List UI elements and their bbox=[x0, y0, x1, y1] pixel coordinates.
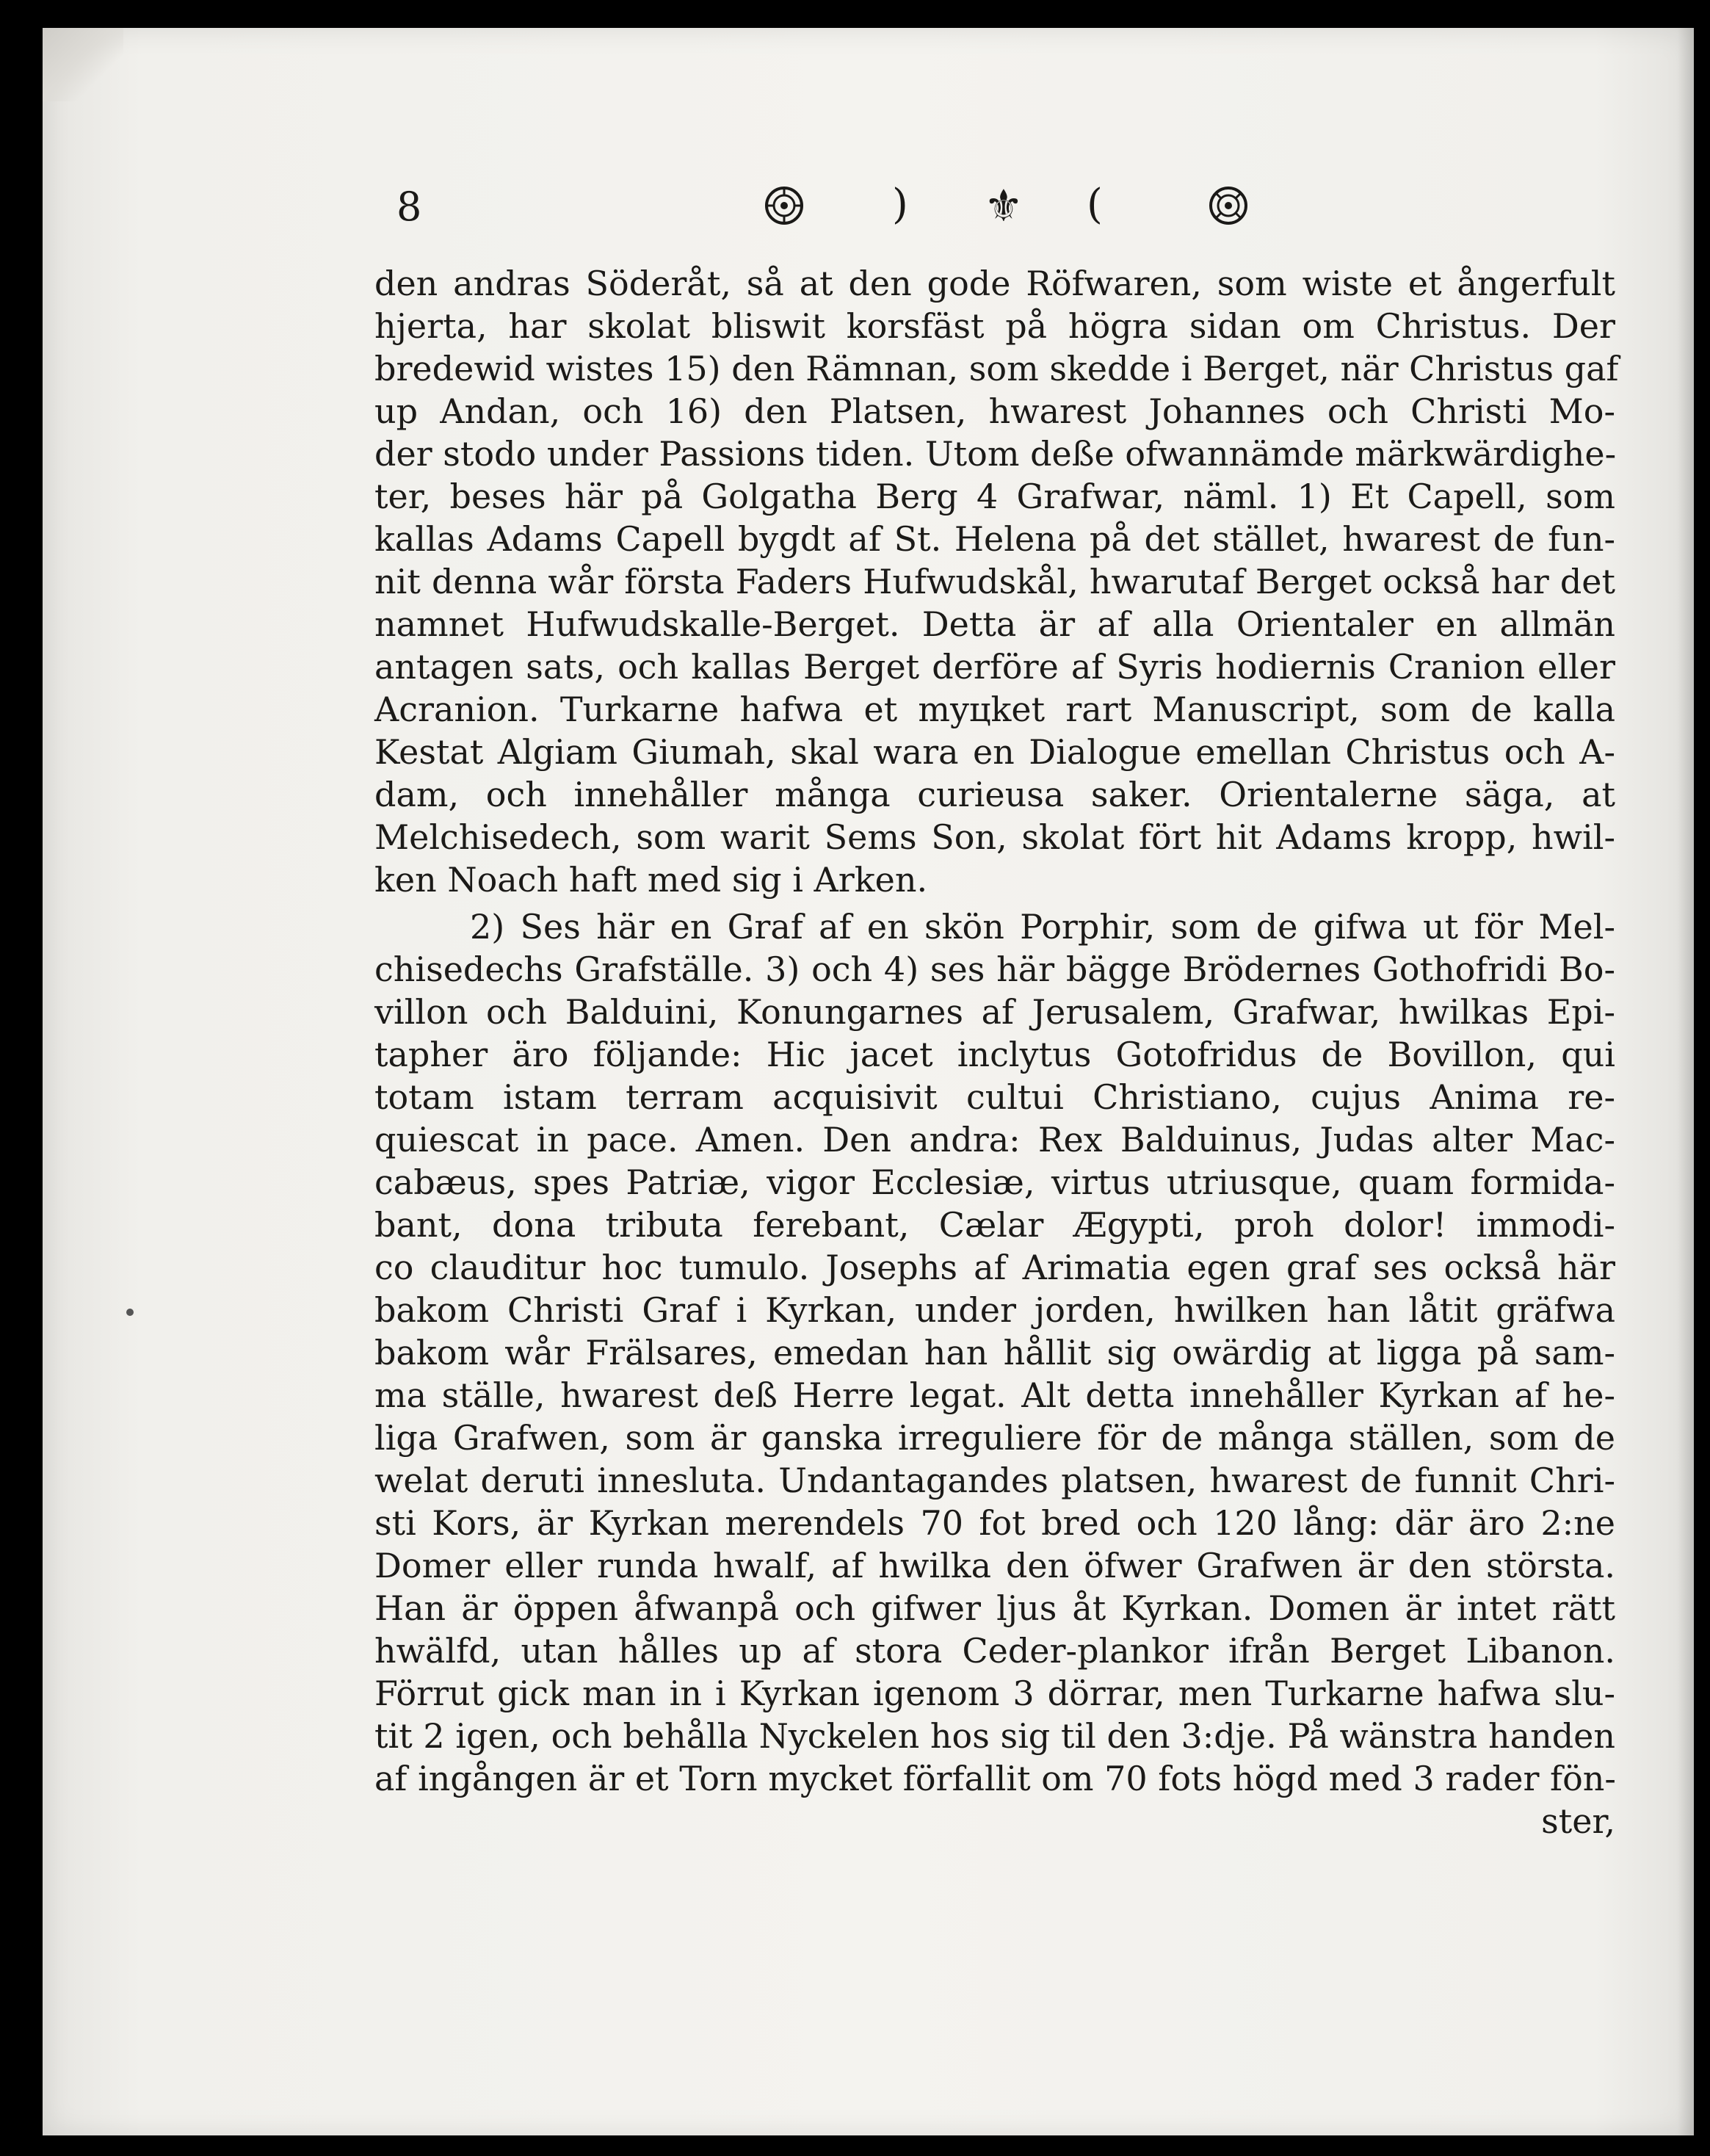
text-line: Acranion. Turkarne hafwa et myцket rart Manuscript, som de kalla bbox=[374, 690, 1615, 729]
catchword: ster, bbox=[1541, 1801, 1615, 1841]
text-line: Melchisedech, som warit Sems Son, skolat fört hit Adams kropp, hwil- bbox=[374, 817, 1615, 857]
text-line: quiescat in pace. Amen. Den andra: Rex Balduinus, Judas alter Mac- bbox=[374, 1120, 1615, 1160]
text-line: villon och Balduini, Konungarnes af Jerusalem, Grafwar, hwilkas Epi- bbox=[374, 992, 1615, 1032]
text-line: bant, dona tributa ferebant, Cælar Ægypti, proh dolor! immodi- bbox=[374, 1205, 1615, 1245]
text-line: welat deruti innesluta. Undantagandes platsen, hwarest de funnit Chri- bbox=[374, 1461, 1615, 1500]
text-line: co clauditur hoc tumulo. Josephs af Arimatia egen graf ses också här bbox=[374, 1248, 1615, 1287]
text-line: Kestat Algiam Giumah, skal wara en Dialogue emellan Christus och A- bbox=[374, 732, 1615, 772]
text-line: der stodo under Passions tiden. Utom deße ofwannämde märkwärdighe- bbox=[374, 434, 1617, 474]
text-line: hjerta, har skolat bliswit korsfäst på högra sidan om Christus. Der bbox=[374, 306, 1615, 346]
page-number: 8 bbox=[396, 184, 422, 230]
text-line: bakom Christi Graf i Kyrkan, under jorden, hwilken han låtit gräfwa bbox=[374, 1290, 1615, 1330]
text-line: cabæus, spes Patriæ, vigor Ecclesiæ, virtus utriusque, quam formida- bbox=[374, 1162, 1615, 1202]
text-line: tapher äro följande: Hic jacet inclytus Gotofridus de Bovillon, qui bbox=[374, 1035, 1615, 1074]
text-line: bakom wår Frälsares, emedan han hållit sig owärdig at ligga på sam- bbox=[374, 1333, 1615, 1372]
text-line: bredewid wistes 15) den Rämnan, som skedde i Berget, när Christus gaf bbox=[374, 349, 1619, 388]
ornament-left-paren: ) bbox=[892, 181, 908, 228]
text-line: tit 2 igen, och behålla Nyckelen hos sig til den 3:dje. På wänstra handen bbox=[374, 1716, 1615, 1756]
fleur-de-lis-icon: ⚜ bbox=[984, 181, 1024, 232]
text-line: namnet Hufwudskalle-Berget. Detta är af alla Orientaler en allmän bbox=[374, 604, 1615, 644]
text-line: ken Noach haft med sig i Arken. bbox=[374, 860, 928, 900]
text-line: Han är öppen åfwanpå och gifwer ljus åt Kyrkan. Domen är intet rätt bbox=[374, 1588, 1615, 1628]
text-line: chisedechs Grafställe. 3) och 4) ses här bägge Brödernes Gothofridi Bo- bbox=[374, 949, 1615, 989]
text-line: nit denna wår första Faders Hufwudskål, hwarutaf Berget också har det bbox=[374, 562, 1615, 601]
text-line: hwälfd, utan hålles up af stora Ceder-plankor ifrån Berget Libanon. bbox=[374, 1631, 1615, 1671]
text-line: ma ställe, hwarest deß Herre legat. Alt detta innehåller Kyrkan af he- bbox=[374, 1375, 1615, 1415]
ornament-right-paren: ( bbox=[1087, 181, 1103, 228]
text-line: totam istam terram acquisivit cultui Christiano, cujus Anima re- bbox=[374, 1077, 1615, 1117]
text-line: liga Grafwen, som är ganska irreguliere för de många ställen, som de bbox=[374, 1418, 1615, 1458]
text-line: Förrut gick man in i Kyrkan igenom 3 dörrar, men Turkarne hafwa slu- bbox=[374, 1674, 1615, 1713]
text-line: Domer eller runda hwalf, af hwilka den öfwer Grafwen är den största. bbox=[374, 1546, 1615, 1585]
text-line: af ingången är et Torn mycket förfallit om 70 fots högd med 3 rader fön- bbox=[374, 1759, 1616, 1798]
text-line: ter, beses här på Golgatha Berg 4 Grafwar, näml. 1) Et Capell, som bbox=[374, 477, 1615, 516]
text-line: 2) Ses här en Graf af en skön Porphir, som de gifwa ut för Mel- bbox=[470, 907, 1615, 947]
text-line: den andras Söderåt, så at den gode Röfwaren, som wiste et ångerfult bbox=[374, 264, 1615, 303]
text-line: sti Kors, är Kyrkan merendels 70 fot bred och 120 lång: där äro 2:ne bbox=[374, 1503, 1615, 1543]
text-line: up Andan, och 16) den Platsen, hwarest Johannes och Christi Mo- bbox=[374, 391, 1615, 431]
text-line: dam, och innehåller många curieusa saker. Orientalerne säga, at bbox=[374, 775, 1615, 814]
text-line: antagen sats, och kallas Berget derföre af Syris hodiernis Cranion eller bbox=[374, 647, 1615, 687]
text-line: kallas Adams Capell bygdt af St. Helena på det stället, hwarest de fun- bbox=[374, 519, 1615, 559]
